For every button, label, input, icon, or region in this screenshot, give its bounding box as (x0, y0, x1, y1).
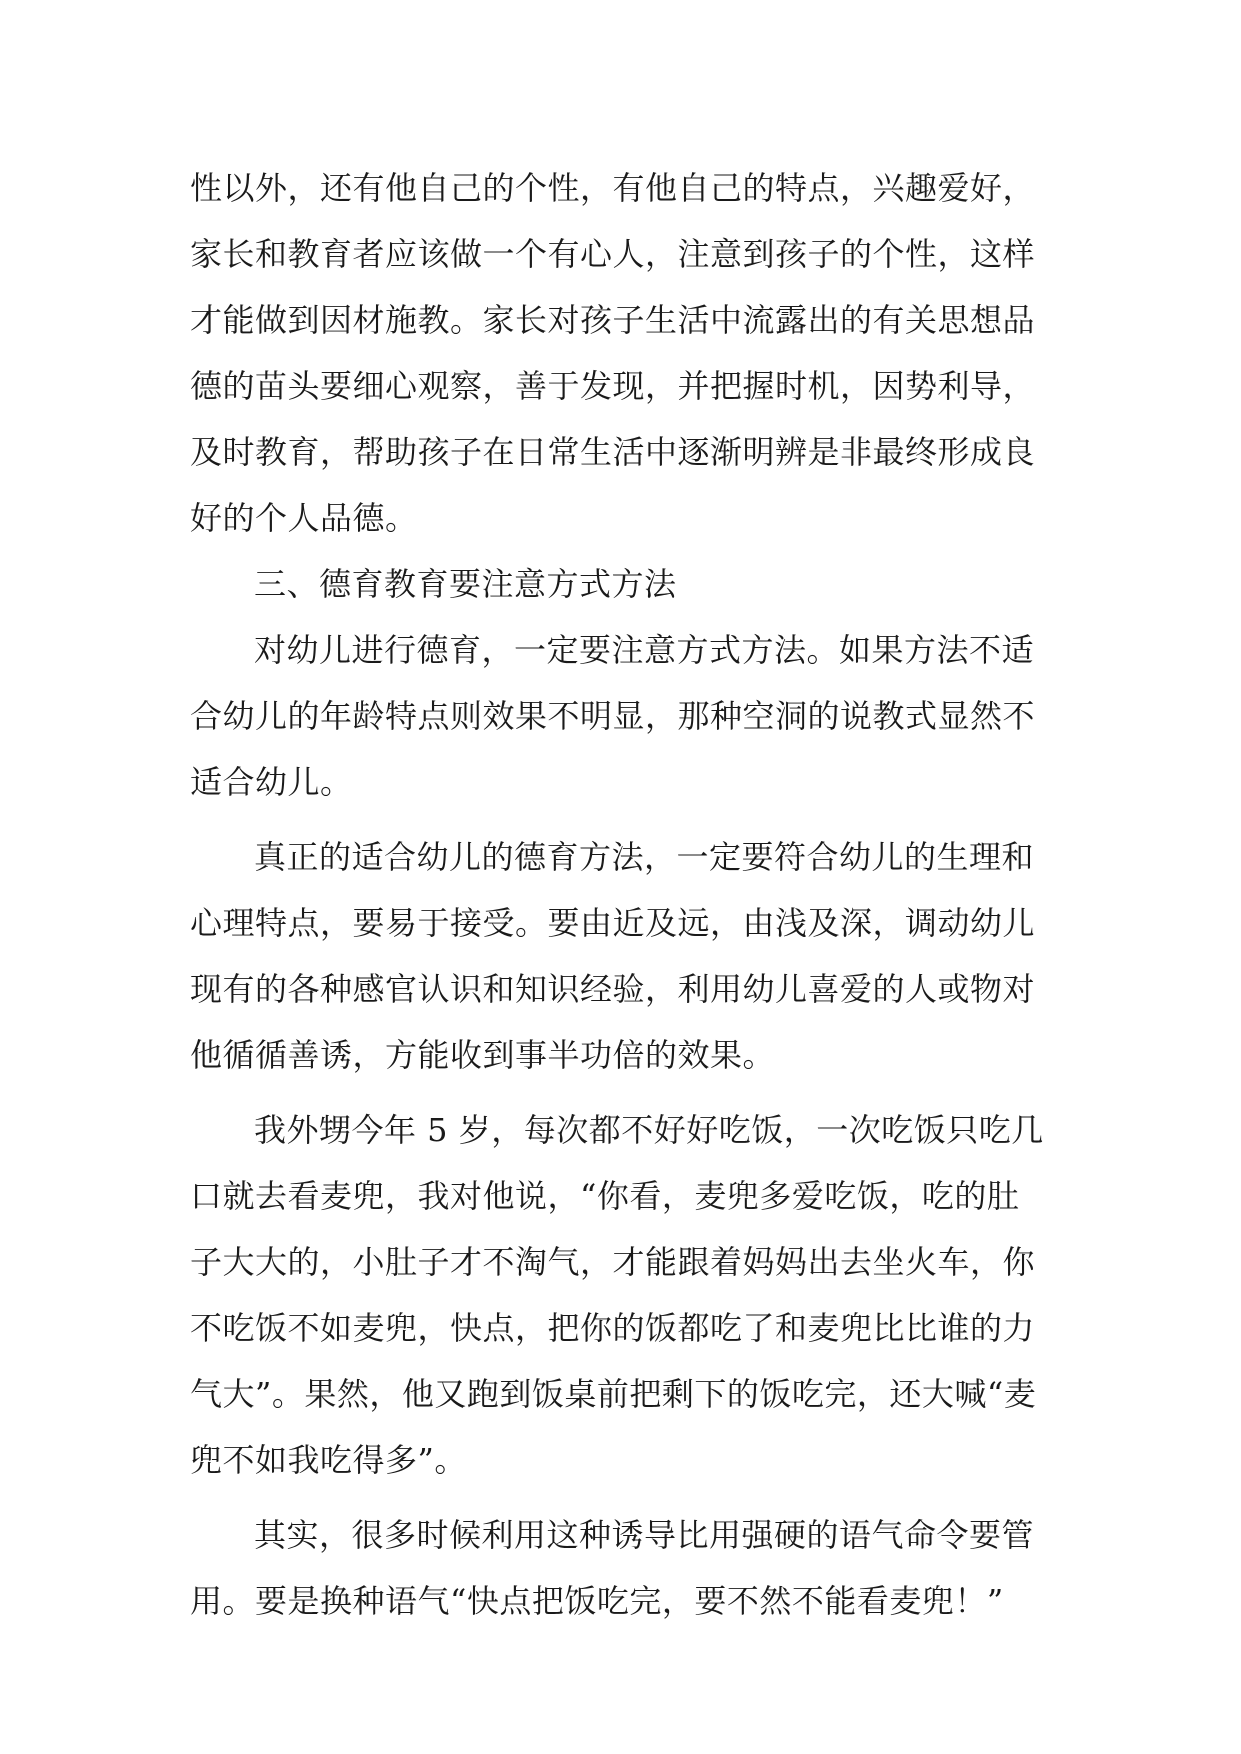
paragraph-continuation (190, 155, 1054, 551)
text-line: 兜不如我吃得多”。 (190, 1441, 467, 1479)
text-line: 心理特点，要易于接受。要由近及远，由浅及深，调动幼儿 (190, 904, 1036, 942)
text-line: 不吃饭不如麦兜，快点，把你的饭都吃了和麦兜比比谁的力 (190, 1309, 1036, 1347)
text-line: 好的个人品德。 (190, 499, 418, 537)
text-line: 适合幼儿。 (190, 763, 353, 801)
section-heading (190, 551, 1054, 617)
paragraph (190, 617, 1054, 815)
text-line: 其实，很多时候利用这种诱导比用强硬的语气命令要管 (254, 1516, 1035, 1554)
text-line: 气大”。果然，他又跑到饭桌前把剩下的饭吃完，还大喊“麦 (190, 1375, 1037, 1413)
text-line: 我外甥今年 5 岁，每次都不好好吃饭，一次吃饭只吃几 (254, 1111, 1044, 1149)
text-line: 真正的适合幼儿的德育方法，一定要符合幼儿的生理和 (254, 838, 1035, 876)
text-line: 性以外，还有他自己的个性，有他自己的特点，兴趣爱好， (190, 169, 1036, 207)
text-line: 及时教育，帮助孩子在日常生活中逐渐明辨是非最终形成良 (190, 433, 1036, 471)
text-line: 对幼儿进行德育，一定要注意方式方法。如果方法不适 (254, 631, 1035, 669)
text-line: 用。要是换种语气“快点把饭吃完，要不然不能看麦兜！” (190, 1582, 1004, 1620)
text-line: 德的苗头要细心观察，善于发现，并把握时机，因势利导， (190, 367, 1036, 405)
paragraph-spacer (190, 1493, 1054, 1502)
text-line: 口就去看麦兜，我对他说，“你看，麦兜多爱吃饭，吃的肚 (190, 1177, 1020, 1215)
text-line: 现有的各种感官认识和知识经验，利用幼儿喜爱的人或物对 (190, 970, 1036, 1008)
paragraph-spacer (190, 1088, 1054, 1097)
text-line: 子大大的，小肚子才不淘气，才能跟着妈妈出去坐火车，你 (190, 1243, 1036, 1281)
text-line: 家长和教育者应该做一个有心人，注意到孩子的个性，这样 (190, 235, 1036, 273)
paragraph (190, 1097, 1054, 1493)
document-body (190, 155, 1054, 1634)
text-line: 才能做到因材施教。家长对孩子生活中流露出的有关思想品 (190, 301, 1036, 339)
paragraph (190, 824, 1054, 1088)
paragraph (190, 1502, 1054, 1634)
section-heading-text: 三、德育教育要注意方式方法 (254, 565, 677, 603)
text-line: 合幼儿的年龄特点则效果不明显，那种空洞的说教式显然不 (190, 697, 1036, 735)
text-line: 他循循善诱，方能收到事半功倍的效果。 (190, 1036, 776, 1074)
paragraph-spacer (190, 815, 1054, 824)
